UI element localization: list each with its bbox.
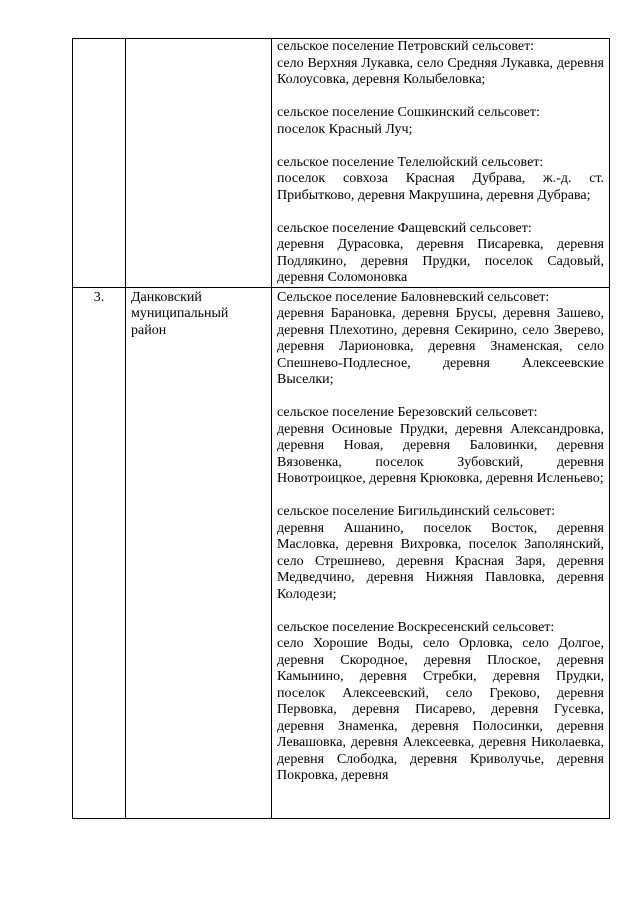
settlement-localities: поселок Красный Луч; — [277, 121, 413, 137]
table-row — [73, 287, 610, 818]
settlement-block — [277, 105, 604, 138]
settlement-localities: село Верхняя Лукавка, село Средняя Лукавка, деревня Колоусовка, деревня Колыбеловка; — [277, 55, 604, 87]
district-name — [126, 39, 271, 41]
row-number-cell — [73, 39, 126, 288]
settlement-name: сельское поселение Бигильдинский сельсовет: — [277, 504, 556, 519]
district-cell — [126, 287, 272, 818]
settlement-name: Сельское поселение Баловневский сельсовет: — [277, 289, 550, 305]
row-number — [73, 39, 125, 41]
settlement-name: сельское поселение Воскресенский сельсовет: — [277, 619, 555, 635]
settlements-cell — [272, 39, 610, 288]
settlement-name: сельское поселение Березовский сельсовет: — [277, 405, 538, 420]
settlement-name: сельское поселение Сошкинский сельсовет: — [277, 105, 540, 120]
settlement-block — [277, 39, 604, 89]
settlements-table — [72, 38, 610, 819]
settlement-block — [277, 620, 604, 785]
settlement-localities: поселок совхоза Красная Дубрава, ж.-д. ст. Прибытково, деревня Макрушина, деревня Дубрава; — [277, 171, 604, 203]
settlement-block — [277, 221, 604, 287]
settlement-localities: деревня Ашанино, поселок Восток, деревня Масловка, деревня Вихровка, поселок Заполянский, село Стрешнево, деревня Красная Заря, деревня Медведчино, деревня Нижняя Павловка, деревня Колодези; — [277, 520, 604, 602]
settlement-localities: деревня Осиновые Прудки, деревня Александровка, деревня Новая, деревня Баловинки, деревня Вязовенка, поселок Зубовский, деревня Новотроицкое, деревня Крюковка, деревня Исленьево; — [277, 421, 604, 486]
document-page — [72, 38, 609, 819]
table-row — [73, 39, 610, 288]
settlement-name: сельское поселение Петровский сельсовет: — [277, 39, 535, 54]
settlement-block — [277, 504, 604, 603]
settlement-block — [277, 405, 604, 488]
district-cell — [126, 39, 272, 288]
settlement-block — [277, 290, 604, 389]
row-number: 3. — [93, 289, 105, 305]
settlement-localities: село Хорошие Воды, село Орловка, село Долгое, деревня Скородное, деревня Плоское, деревня Камынино, деревня Стребки, деревня Прудки, поселок Алексеевский, село Греково, деревня Первовка, деревня Писарево, деревня Гусевка, деревня Знаменка, деревня Полосинки, деревня Левашовка, деревня Алексеевка, деревня Николаевка, деревня Слободка, деревня Криволучье, деревня Покровка, деревня — [277, 636, 604, 783]
settlement-block — [277, 155, 604, 205]
settlement-name: сельское поселение Фащевский сельсовет: — [277, 220, 532, 236]
row-number-cell — [73, 287, 126, 818]
settlement-localities: деревня Дурасовка, деревня Писаревка, деревня Подлякино, деревня Прудки, поселок Садовый, деревня Соломоновка — [277, 237, 604, 285]
settlement-name: сельское поселение Телелюйский сельсовет: — [277, 154, 544, 170]
settlements-cell — [272, 287, 610, 818]
district-name: Данковский муниципальный район — [131, 289, 229, 338]
settlement-localities: деревня Барановка, деревня Брусы, деревня Зашево, деревня Плехотино, деревня Секирино, село Зверево, деревня Ларионовка, деревня Знаменская, село Спешнево-Подлесное, деревня Алексеевские Выселки; — [277, 306, 604, 387]
